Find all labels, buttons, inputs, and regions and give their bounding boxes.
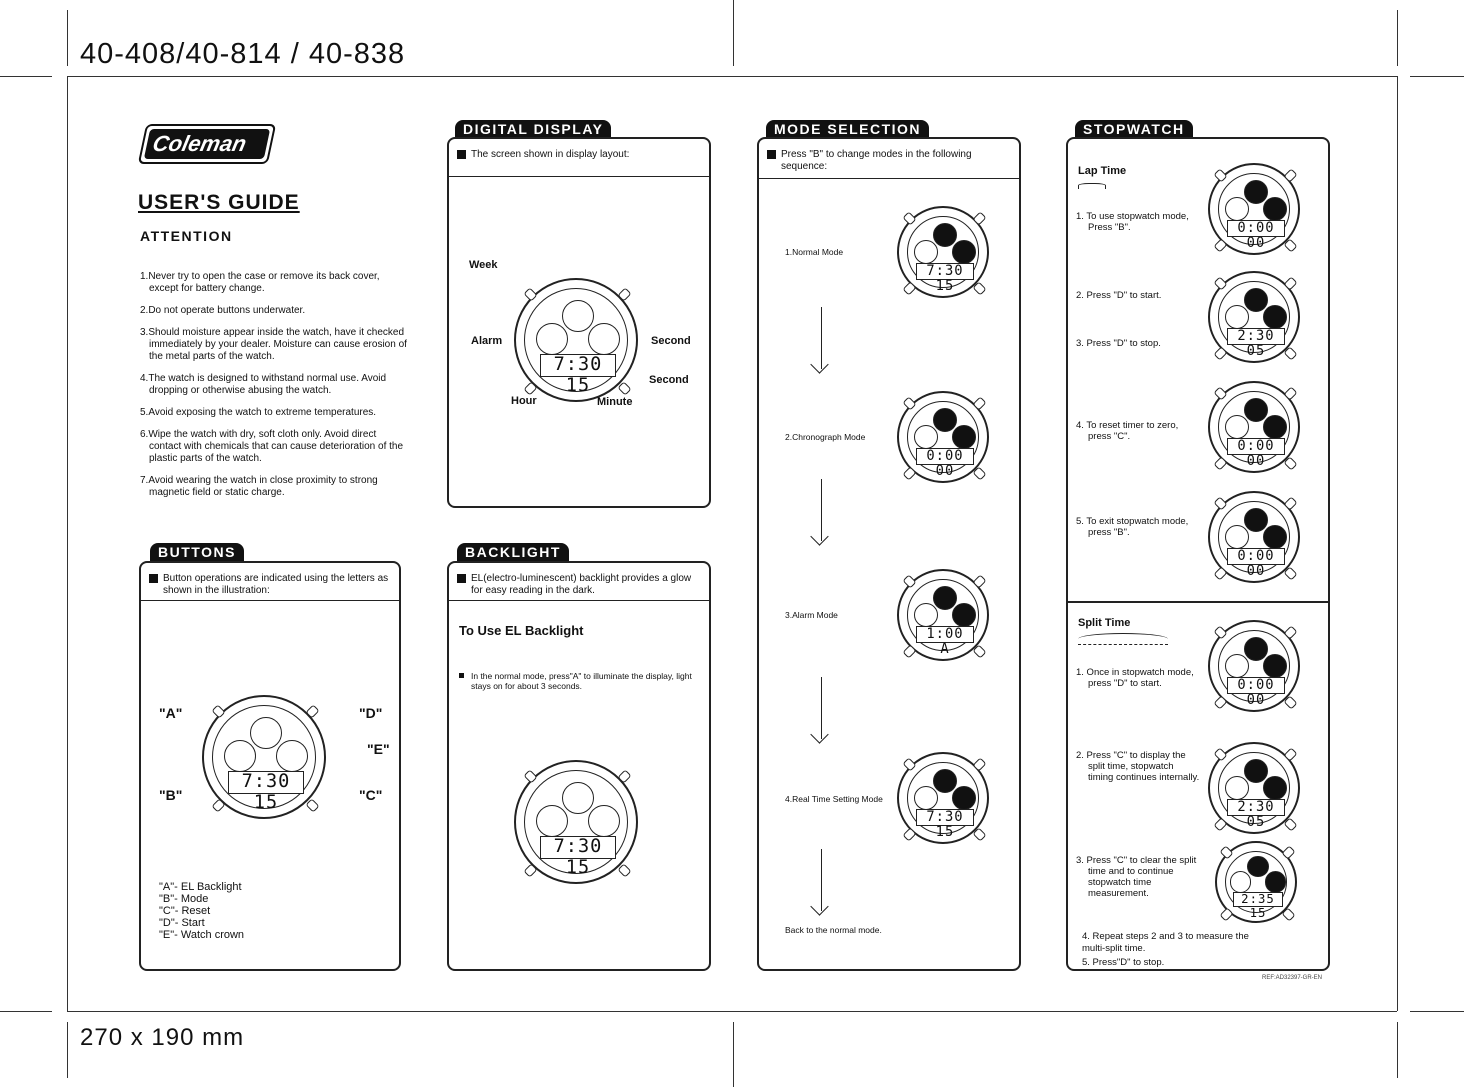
mode-step-label: 3.Alarm Mode — [785, 610, 838, 620]
split-step: 4. Repeat steps 2 and 3 to measure the multi-split time. — [1082, 931, 1249, 954]
label-second: Second — [651, 335, 691, 347]
crop-mark — [1397, 1022, 1398, 1078]
lcd-display: 7:30 15 — [916, 263, 973, 280]
split-icon — [1078, 633, 1168, 645]
lcd-display: 1:00 A — [916, 626, 973, 643]
split-step: 3. Press "C" to clear the split time and to continue stopwatch time measurement. — [1076, 855, 1197, 899]
model-number: 40-408/40-814 / 40-838 — [80, 38, 406, 70]
legend-item: "C"- Reset — [159, 905, 211, 917]
watch-illustration — [1208, 163, 1300, 255]
frame-top — [67, 76, 1397, 77]
reference-code: REF:AD32397-GR-EN — [1262, 975, 1323, 981]
subdial — [914, 603, 938, 627]
subdial — [1247, 856, 1268, 877]
lap-step: 1. To use stopwatch mode, Press "B". — [1076, 211, 1189, 233]
subdial — [952, 603, 976, 627]
subdial — [1244, 398, 1268, 422]
digital-intro: The screen shown in display layout: — [449, 139, 709, 177]
split-time-title: Split Time — [1078, 617, 1131, 629]
lcd-display: 0:00 00 — [1227, 677, 1284, 694]
watch-illustration — [1215, 841, 1297, 923]
crop-mark — [1397, 10, 1398, 66]
attention-item: 4.The watch is designed to withstand normal use. Avoid dropping or otherwise abusing the watch. — [140, 373, 387, 396]
subdial — [1263, 776, 1287, 800]
coleman-logo — [138, 124, 277, 164]
attention-item: 6.Wipe the watch with dry, soft cloth only. Avoid direct contact with chemicals that can cause deterioration of the plastic parts of the watch. — [140, 429, 404, 464]
mode-selection-tab: MODE SELECTION — [766, 120, 929, 138]
stopwatch-tab: STOPWATCH — [1075, 120, 1193, 138]
watch-illustration — [514, 760, 638, 884]
frame-bottom — [67, 1011, 1397, 1012]
subdial — [224, 740, 256, 772]
watch-illustration — [897, 752, 989, 844]
lap-step: 5. To exit stopwatch mode, press "B". — [1076, 516, 1189, 538]
split-step: 5. Press"D" to stop. — [1082, 957, 1165, 968]
subdial — [1225, 525, 1249, 549]
subdial — [952, 425, 976, 449]
lcd-display: 0:00 00 — [1227, 220, 1284, 237]
backlight-intro: EL(electro-luminescent) backlight provides a glow for easy reading in the dark. — [449, 563, 709, 601]
crop-mark — [1410, 1011, 1464, 1012]
mode-step-label: 1.Normal Mode — [785, 247, 844, 257]
mode-intro: Press "B" to change modes in the following sequence: — [759, 139, 1019, 179]
arrow-down-icon — [821, 849, 822, 911]
attention-item: 3.Should moisture appear inside the watch, have it checked immediately by your dealer. Moisture can cause erosion of the metal parts of the watch. — [140, 327, 407, 362]
lcd-display: 2:35 15 — [1233, 892, 1284, 907]
label-minute: Minute — [597, 396, 633, 408]
legend-item: "A"- EL Backlight — [159, 881, 242, 893]
subdial — [1244, 637, 1268, 661]
buttons-tab: BUTTONS — [150, 543, 244, 561]
lcd-display: 0:00 00 — [1227, 548, 1284, 565]
label-week: Week — [469, 259, 498, 271]
fold-mark — [733, 1022, 734, 1087]
mode-step-label: 2.Chronograph Mode — [785, 432, 866, 442]
subdial — [1265, 871, 1286, 892]
frame-right — [1397, 76, 1398, 1011]
subdial — [276, 740, 308, 772]
watch-illustration — [1208, 381, 1300, 473]
subdial — [952, 240, 976, 264]
subdial — [562, 782, 594, 814]
crop-mark — [1410, 76, 1464, 77]
crop-mark — [0, 76, 52, 77]
subdial — [1244, 288, 1268, 312]
legend-item: "B"- Mode — [159, 893, 209, 905]
subdial — [588, 323, 620, 355]
note-text: In the normal mode, press"A" to illuminate the display, light stays on for about 3 seconds. — [471, 671, 692, 691]
lcd-display: 7:30 15 — [540, 836, 617, 858]
watch-illustration — [1208, 491, 1300, 583]
lcd-display: 7:30 15 — [540, 354, 617, 376]
logo-text: Coleman — [144, 129, 270, 159]
lcd-display: 0:00 00 — [916, 448, 973, 465]
attention-item: 1.Never try to open the case or remove its back cover, except for battery change. — [140, 271, 380, 294]
subdial — [1244, 508, 1268, 532]
watch-illustration — [1208, 271, 1300, 363]
subdial — [1230, 871, 1251, 892]
label-a: "A" — [159, 705, 183, 721]
lcd-display: 2:30 05 — [1227, 328, 1284, 345]
watch-illustration — [897, 569, 989, 661]
bullet-icon — [459, 673, 464, 678]
subdial — [588, 805, 620, 837]
backlight-note — [459, 671, 699, 691]
lcd-display: 7:30 15 — [916, 809, 973, 826]
subdial — [1263, 654, 1287, 678]
subdial — [536, 323, 568, 355]
label-alarm: Alarm — [471, 335, 503, 347]
digital-display-tab: DIGITAL DISPLAY — [455, 120, 611, 138]
frame-left — [67, 76, 68, 1011]
subdial — [1225, 654, 1249, 678]
subdial — [1263, 525, 1287, 549]
guide-title: USER'S GUIDE — [138, 191, 300, 214]
buttons-intro: Button operations are indicated using the letters as shown in the illustration: — [141, 563, 399, 601]
subdial — [1244, 759, 1268, 783]
subdial — [1225, 776, 1249, 800]
subdial — [250, 717, 282, 749]
lcd-display: 7:30 15 — [228, 771, 305, 793]
lap-step: 4. To reset timer to zero, press "C". — [1076, 420, 1179, 442]
page-size: 270 x 190 mm — [80, 1024, 245, 1051]
attention-heading: ATTENTION — [140, 228, 233, 244]
subdial — [1244, 180, 1268, 204]
subdial — [933, 586, 957, 610]
label-c: "C" — [359, 787, 383, 803]
label-second-digits: Second — [649, 374, 689, 386]
subdial — [914, 786, 938, 810]
legend-item: "D"- Start — [159, 917, 205, 929]
watch-illustration — [897, 206, 989, 298]
arrow-down-icon — [821, 677, 822, 739]
subdial — [914, 425, 938, 449]
subdial — [933, 223, 957, 247]
legend-item: "E"- Watch crown — [159, 929, 245, 941]
label-b: "B" — [159, 787, 183, 803]
subdial — [562, 300, 594, 332]
subdial — [914, 240, 938, 264]
lcd-display: 2:30 05 — [1227, 799, 1284, 816]
lap-time-title: Lap Time — [1078, 165, 1127, 177]
label-e: "E" — [367, 741, 390, 757]
backlight-tab: BACKLIGHT — [457, 543, 569, 561]
button-legend — [159, 881, 244, 941]
watch-illustration — [514, 278, 638, 402]
backlight-heading: To Use EL Backlight — [459, 623, 584, 638]
mode-step-label: 4.Real Time Setting Mode — [785, 794, 883, 804]
subdial — [1225, 197, 1249, 221]
label-hour: Hour — [511, 395, 537, 407]
subdial — [1263, 305, 1287, 329]
lcd-display: 0:00 00 — [1227, 438, 1284, 455]
attention-item: 5.Avoid exposing the watch to extreme temperatures. — [140, 407, 377, 418]
lap-step: 2. Press "D" to start. — [1076, 290, 1162, 301]
subdial — [536, 805, 568, 837]
watch-illustration — [202, 695, 326, 819]
lap-icon — [1078, 183, 1106, 189]
subdial — [933, 408, 957, 432]
crop-mark — [67, 10, 68, 66]
subdial — [1225, 415, 1249, 439]
subdial — [1263, 415, 1287, 439]
arrow-down-icon — [821, 307, 822, 369]
crop-mark — [0, 1011, 52, 1012]
watch-illustration — [1208, 742, 1300, 834]
fold-mark — [733, 0, 734, 66]
lap-step: 3. Press "D" to stop. — [1076, 338, 1161, 349]
arrow-down-icon — [821, 479, 822, 541]
crop-mark — [67, 1022, 68, 1078]
split-step: 1. Once in stopwatch mode, press "D" to start. — [1076, 667, 1194, 689]
subdial — [1225, 305, 1249, 329]
section-divider — [1068, 601, 1328, 603]
subdial — [952, 786, 976, 810]
attention-item: 7.Avoid wearing the watch in close proximity to strong magnetic field or static charge. — [140, 475, 378, 498]
split-step: 2. Press "C" to display the split time, stopwatch timing continues internally. — [1076, 750, 1200, 783]
label-d: "D" — [359, 705, 383, 721]
subdial — [1263, 197, 1287, 221]
mode-end-label: Back to the normal mode. — [785, 925, 882, 935]
watch-illustration — [1208, 620, 1300, 712]
attention-item: 2.Do not operate buttons underwater. — [140, 305, 306, 316]
attention-list — [140, 271, 410, 509]
watch-illustration — [897, 391, 989, 483]
subdial — [933, 769, 957, 793]
